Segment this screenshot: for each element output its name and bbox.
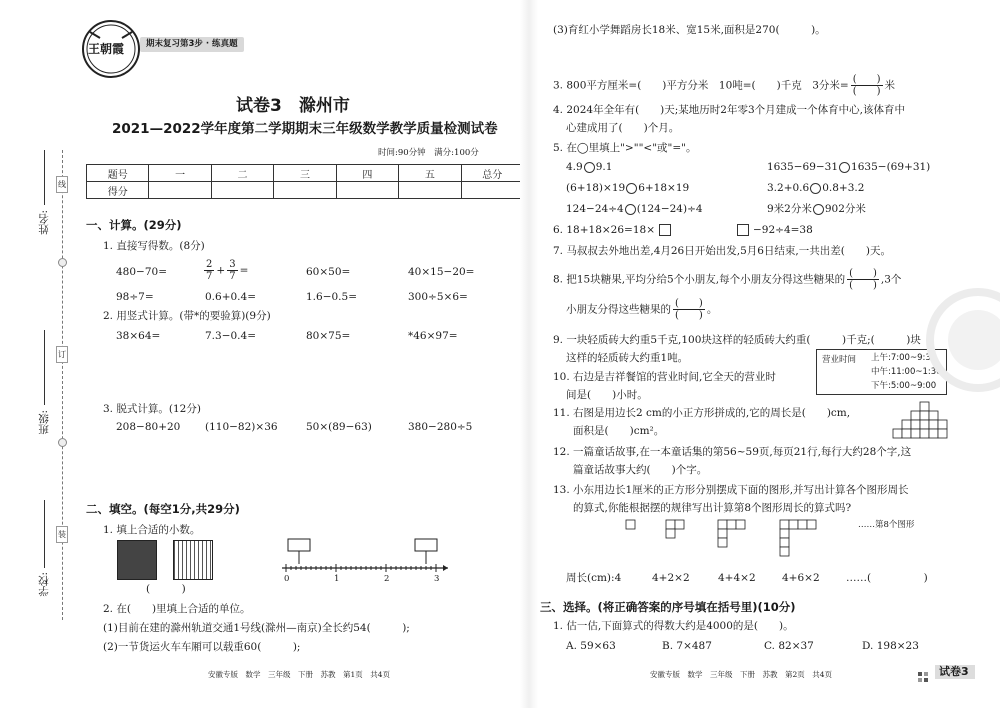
answer-box[interactable] — [659, 224, 671, 236]
fraction: $\frac{3}{7}$ — [229, 259, 236, 282]
class-line — [44, 330, 45, 405]
page-gutter — [520, 0, 538, 708]
class-label: 班级: — [38, 410, 50, 435]
decimal-answer-blank[interactable]: ( ) — [146, 583, 186, 595]
compare-item: 124−24÷4 (124−24)÷4 — [566, 203, 703, 215]
score-cell[interactable] — [399, 182, 461, 199]
r-q9-line2: 这样的轻质砖大约重1吨。 — [566, 352, 689, 364]
score-table-row — [87, 182, 524, 199]
paper-subtitle: 2021—2022学年度第二学期期末三年级数学教学质量检测试卷 — [112, 121, 498, 137]
staircase-figure — [890, 400, 950, 444]
q1-item: 480−70= — [116, 266, 167, 278]
name-label: 姓名: — [38, 210, 50, 235]
binding-line — [62, 150, 63, 620]
q3-item: 380−280÷5 — [408, 421, 473, 433]
r-q7: 7. 马叔叔去外地出差,4月26日开始出发,5月6日结束,一共出差( )天。 — [553, 245, 891, 257]
exam-tag: 试卷3 — [935, 665, 975, 679]
compare-item: 9米2分米 902分米 — [767, 203, 866, 215]
score-header-cell: 五 — [399, 165, 461, 182]
hours-morning: 上午:7:00~9:30 — [871, 353, 937, 363]
r-q12-line1: 12. 一篇童话故事,在一本童话集的第56~59页,每页21行,每行大约28个字,这 — [553, 446, 912, 458]
compare-item: 4.9 9.1 — [566, 161, 613, 173]
compare-item: 1635−69−31 1635−(69+31) — [767, 161, 931, 173]
score-cell[interactable] — [211, 182, 273, 199]
q1-item: 0.6+0.4= — [205, 291, 256, 303]
score-cell[interactable] — [149, 182, 211, 199]
score-header-cell: 一 — [149, 165, 211, 182]
r-q13-line1: 13. 小东用边长1厘米的正方形分别摆成下面的图形,并写出计算各个图形周长 — [553, 484, 909, 496]
compare-circle[interactable] — [839, 162, 850, 173]
c1-question: 1. 估一估,下面算式的得数大约是4000的是( )。 — [553, 620, 794, 632]
decimal-square-striped — [173, 540, 213, 580]
choice-option[interactable]: A. 59×63 — [566, 640, 616, 652]
r-q10-line2: 间是( )小时。 — [566, 389, 648, 401]
hours-noon: 中午:11:00~1:30 — [871, 367, 942, 377]
f2-item-2: (2)一节货运火车车厢可以载重60( ); — [103, 641, 301, 653]
compare-circle[interactable] — [626, 183, 637, 194]
paper-title: 试卷3 滁州市 — [236, 96, 350, 116]
perimeter-item: 4+2×2 — [652, 572, 690, 584]
compare-circle[interactable] — [625, 204, 636, 215]
q1-item: 300÷5×6= — [408, 291, 468, 303]
answer-fraction[interactable]: $\frac{( )}{( )}$ — [675, 298, 703, 321]
r-q5-title: 5. 在◯里填上">""<"或"="。 — [553, 142, 697, 154]
q2-item: 38×64= — [116, 330, 161, 342]
ruler-tick-label: 1 — [334, 574, 340, 584]
f2-title: 2. 在( )里填上合适的单位。 — [103, 603, 251, 615]
answer-fraction[interactable]: $\frac{( )}{( )}$ — [852, 74, 881, 97]
q3-item: (110−82)×36 — [205, 421, 278, 433]
r-q10-line1: 10. 右边是吉祥餐馆的营业时间,它全天的营业时 — [553, 371, 776, 383]
score-cell[interactable] — [461, 182, 523, 199]
q3-title: 3. 脱式计算。(12分) — [103, 403, 201, 415]
q2-item: *46×97= — [408, 330, 458, 342]
section-1-title: 一、计算。(29分) — [86, 218, 182, 232]
perimeter-answer[interactable]: ……( ) — [846, 572, 928, 584]
q3-item: 50×(89−63) — [306, 421, 372, 433]
q1-item: 98÷7= — [116, 291, 154, 303]
q1-item: 60×50= — [306, 266, 351, 278]
perimeter-item: 4+4×2 — [718, 572, 756, 584]
q2-item: 7.3−0.4= — [205, 330, 256, 342]
side-label-ding: 订 — [56, 346, 68, 363]
score-table — [86, 164, 524, 199]
score-table-header — [87, 165, 524, 182]
right-footer: 安徽专版 数学 三年级 下册 苏教 第2页 共4页 — [650, 670, 833, 679]
choice-option[interactable]: D. 198×23 — [862, 640, 919, 652]
q2-title: 2. 用竖式计算。(带*的要验算)(9分) — [103, 310, 271, 322]
side-label-line: 线 — [56, 176, 68, 193]
q1-title: 1. 直接写得数。(8分) — [103, 240, 205, 252]
side-dot-2 — [58, 438, 67, 447]
score-header-cell: 四 — [336, 165, 398, 182]
perimeter-item: 周长(cm):4 — [566, 572, 622, 584]
score-header-cell: 二 — [211, 165, 273, 182]
pattern-8th-label: ……第8个图形 — [858, 520, 915, 530]
watermark-stamp — [918, 280, 1000, 400]
side-label-zhuang: 装 — [56, 526, 68, 543]
number-ruler — [280, 538, 450, 588]
r-q9-line1: 9. 一块轻质砖大约重5千克,100块这样的轻质砖大约重( )千克;( )块 — [553, 334, 921, 346]
choice-option[interactable]: C. 82×37 — [764, 640, 814, 652]
r-q4-line1: 4. 2024年全年有( )天;某地历时2年零3个月建成一个体育中心,该体育中 — [553, 104, 906, 116]
r-q13-line2: 的算式,你能根据摆的规律写出计算第8个图形周长的算式吗? — [573, 502, 852, 514]
side-dot-1 — [58, 258, 67, 267]
section-2-title: 二、填空。(每空1分,共29分) — [86, 502, 240, 516]
answer-box[interactable] — [737, 224, 749, 236]
score-row-label: 得分 — [87, 182, 149, 199]
hours-label: 营业时间 — [822, 355, 857, 365]
r-q8-line1: 8. 把15块糖果,平均分给5个小朋友,每个小朋友分得这些糖果的 $\frac{( )}{( )}$ ,3个 — [553, 268, 902, 291]
f2-item-1: (1)目前在建的滁州轨道交通1号线(滁州—南京)全长约54( ); — [103, 622, 410, 634]
q1-item: 40×15−20= — [408, 266, 475, 278]
time-info: 时间:90分钟 满分:100分 — [378, 148, 479, 158]
compare-circle[interactable] — [584, 162, 595, 173]
compare-item: 3.2+0.6 0.8+3.2 — [767, 182, 865, 194]
q2-item: 80×75= — [306, 330, 351, 342]
score-cell[interactable] — [274, 182, 336, 199]
name-line — [44, 150, 45, 205]
logo-text: 王朝霞 — [88, 42, 125, 56]
ruler-tick-label: 0 — [284, 574, 290, 584]
ruler-tick-label: 2 — [384, 574, 390, 584]
fraction: $\frac{2}{7}$ — [206, 259, 213, 282]
r-q3-3: (3)育红小学舞蹈房长18米、宽15米,面积是270( )。 — [553, 24, 826, 36]
choice-option[interactable]: B. 7×487 — [662, 640, 712, 652]
answer-fraction[interactable]: $\frac{( )}{( )}$ — [849, 268, 877, 291]
compare-circle[interactable] — [810, 183, 821, 194]
score-cell[interactable] — [336, 182, 398, 199]
exam-tag-icon — [918, 667, 930, 677]
review-badge: 期末复习第3步 · 练真题 — [140, 37, 244, 52]
brand-logo — [80, 18, 142, 80]
school-line — [44, 500, 45, 568]
ruler-tick-label: 3 — [434, 574, 440, 584]
r-q12-line2: 篇童话故事大约( )个字。 — [573, 464, 708, 476]
q1-item: 1.6−0.5= — [306, 291, 357, 303]
q1-fraction-item: $\frac{2}{7}$ + $\frac{3}{7}$ = — [206, 259, 249, 282]
compare-circle[interactable] — [813, 204, 824, 215]
hours-evening: 下午:5:00~9:00 — [871, 381, 937, 391]
r-q11-line1: 11. 右图是用边长2 cm的小正方形拼成的,它的周长是( )cm, — [553, 407, 851, 419]
square-pattern — [620, 518, 850, 562]
compare-item: (6+18)×19 6+18×19 — [566, 182, 690, 194]
r-q3: 3. 800平方厘米=( )平方分米 10吨=( )千克 3分米= $\frac{( )}{( )}$ 米 — [553, 74, 896, 97]
r-q11-line2: 面积是( )cm²。 — [573, 425, 665, 437]
perimeter-item: 4+6×2 — [782, 572, 820, 584]
q3-item: 208−80+20 — [116, 421, 181, 433]
f1-title: 1. 填上合适的小数。 — [103, 524, 201, 536]
section-3-title: 三、选择。(将正确答案的序号填在括号里)(10分) — [540, 600, 796, 614]
score-header-cell: 题号 — [87, 165, 149, 182]
r-q8-line2: 小朋友分得这些糖果的 $\frac{( )}{( )}$ 。 — [566, 298, 718, 321]
r-q4-line2: 心建成用了( )个月。 — [566, 122, 680, 134]
school-label: 学校: — [38, 572, 50, 597]
r-q6: 6. 18+18×26=18× −92÷4=38 — [553, 224, 813, 236]
decimal-square-full — [117, 540, 157, 580]
score-header-cell: 三 — [274, 165, 336, 182]
score-header-cell: 总分 — [461, 165, 523, 182]
left-footer: 安徽专版 数学 三年级 下册 苏教 第1页 共4页 — [208, 670, 391, 679]
